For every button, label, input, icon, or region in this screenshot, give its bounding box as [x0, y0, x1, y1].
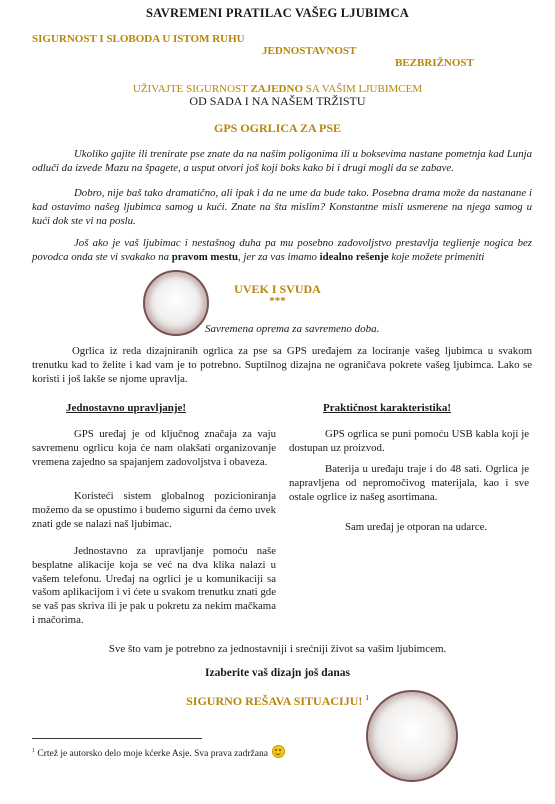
left-column-paragraph-2: Koristeći sistem globalnog pozicioniranja možemo da se opustimo i budemo sigurni da ćemo uvek znati gde se nalazi naš ljubimac. — [32, 490, 276, 530]
right-column-heading: Praktičnost karakteristika! — [323, 402, 452, 414]
right-column-paragraph-1: GPS ogrlica se puni pomoću USB kabla koji je dostupan uz proizvod. — [289, 428, 529, 454]
intro-p3-d: idealno rešenje — [319, 250, 389, 263]
footnote-divider — [32, 738, 202, 739]
stars-divider: *** — [269, 295, 286, 307]
intro-paragraph-1: Ukoliko gajite ili trenirate pse znate da na našim poligonima ili u boksevima nastane pometnja kad Lunja odluči da izvede Mazu na špagete, a usput otvori još koji boks kako bi i drugi mogli da se zabave. — [32, 148, 532, 174]
product-heading: GPS OGRLICA ZA PSE — [213, 121, 342, 135]
left-column-heading: Jednostavno upravljanje! — [66, 402, 187, 414]
intro-p3-e: koje možete primeniti — [388, 250, 485, 263]
footnote-text: Crtež je autorsko delo moje kćerke Asje. Sva prava zadržana — [37, 749, 268, 759]
document-title: SAVREMENI PRATILAC VAŠEG LJUBIMCA — [145, 6, 409, 20]
intro-p3-a: Još ako je vaš ljubimac i nestašnog duha pa mu posebno zadovoljstvo prestavlja teglienje nogica bez povodca onda ste vi svakako na — [32, 237, 532, 263]
circle-drawing-illustration-2 — [366, 690, 458, 782]
enjoy-part-3: SA VAŠIM LJUBIMCEM — [303, 83, 423, 95]
slogan-carefree: BEZBRIŽNOST — [395, 57, 474, 69]
left-column-paragraph-3: Jednostavno za upravljanje pomoću naše besplatne alikacije koja se već na dva klika nalazi u vašem telefonu. Uređaj na ogrlici je u komunikaciji sa vašom aplikacijom i vi ćete u svakom trenutku znati gde se vaš pas skriva ili je pak u pokretu za nekim mačkama i mačorima. — [32, 545, 276, 626]
right-column-paragraph-2: Baterija u uređaju traje i do 48 sati. Ogrlica je napravljena od nepromočivog materijala, kao i sve ostale ogrlice iz našeg asortimana. — [289, 463, 529, 503]
enjoy-part-2: ZAJEDNO — [250, 83, 303, 95]
enjoy-part-1: UŽIVAJTE SIGURNOST — [132, 83, 251, 95]
motto-line: Savremena oprema za savremeno doba. — [205, 323, 380, 335]
choose-design-line: Izaberite vaš dizajn još danas — [204, 667, 351, 679]
slogan-simplicity: JEDNOSTAVNOST — [262, 45, 357, 57]
footnote — [32, 745, 285, 759]
from-now-line: OD SADA I NA NAŠEM TRŽISTU — [189, 94, 366, 108]
left-column-paragraph-1: GPS uređaj je od ključnog značaja za vaju savremenu ogrlicu koja će nam olakšati organizovanje vremena zajedno sa spajanjem zadovoljstva i obaveza. — [32, 428, 276, 468]
solves-situation-text: SIGURNO REŠAVA SITUACIJU! — [186, 694, 363, 708]
slogan-security: SIGURNOST I SLOBODA U ISTOM RUHU — [32, 33, 245, 45]
intro-paragraph-2: Dobro, nije baš tako dramatično, ali ipak i da ne ume da bude tako. Posebna drama može da nastanane i kad ostavimo našeg ljubimca samog u kući. Znate na šta mislim? Konstantne misli usmerene na njega samog u kući dok ste vi na poslu. — [32, 187, 532, 227]
right-column-paragraph-3: Sam uređaj je otporan na udarce. — [345, 521, 488, 533]
solves-situation-line — [0, 694, 555, 709]
always-paragraph: Ogrlica iz reda dizajniranih ogrlica za pse sa GPS uređajem za lociranje vašeg ljubimca u svakom trenutku kad to želite i kad vam je to potrebno. Suptilnog dizajna ne ograničava pokrete vašeg ljubimca. Lako se koristi i još lakše se njome upravlja. — [32, 345, 532, 385]
intro-p3-c: , jer za vas imamo — [238, 250, 320, 263]
footnote-reference: 1 — [365, 694, 369, 702]
footnote-marker: 1 — [32, 747, 35, 754]
intro-p3-b: pravom mestu — [171, 250, 239, 263]
intro-paragraph-3 — [32, 237, 532, 265]
closing-line: Sve što vam je potrebno za jednostavniji i srećniji život sa vašim ljubimcem. — [108, 643, 447, 655]
smiley-icon — [272, 745, 285, 758]
always-heading: UVEK I SVUDA — [234, 282, 321, 296]
